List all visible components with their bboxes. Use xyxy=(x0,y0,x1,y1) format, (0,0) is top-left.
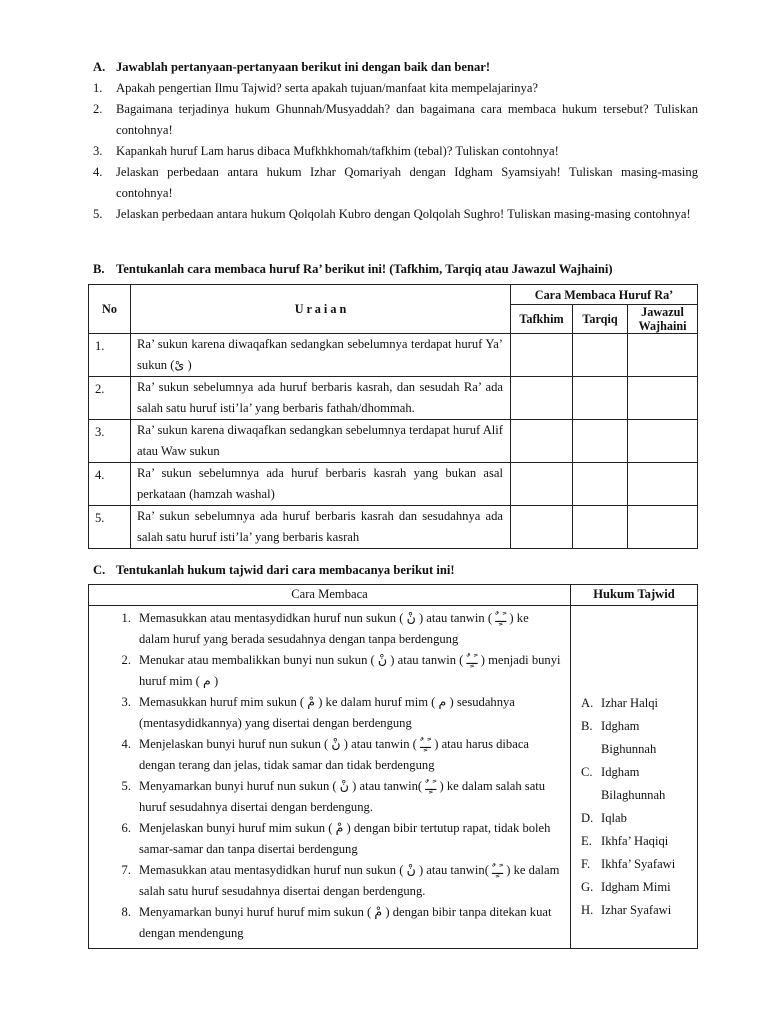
cell-jawazul[interactable] xyxy=(628,420,698,463)
question-item xyxy=(93,141,698,162)
list-item xyxy=(109,776,562,818)
item-text: Menyamarkan bunyi huruf huruf mim sukun ( مْ ) dengan bibir tanpa ditekan kuat dengan mendengung xyxy=(139,905,552,940)
row-uraian: Ra’ sukun sebelumnya ada huruf berbaris kasrah yang bukan asal perkataan (hamzah washal) xyxy=(131,463,511,506)
list-item xyxy=(109,902,562,944)
item-number: 2. xyxy=(121,653,131,667)
cell-tarqiq[interactable] xyxy=(573,334,628,377)
option-text: Izhar Halqi xyxy=(601,696,658,710)
item-text: Memasukkan huruf mim sukun ( مْ ) ke dalam huruf mim ( م ) sesudahnya (mentasydidkannya) yang disertai dengan berdengung xyxy=(139,695,515,730)
cell-jawazul[interactable] xyxy=(628,334,698,377)
item-number: 5. xyxy=(121,779,131,793)
option-item xyxy=(581,876,697,899)
row-uraian: Ra’ sukun karena diwaqafkan sedangkan sebelumnya terdapat huruf Alif atau Waw sukun xyxy=(131,420,511,463)
option-item xyxy=(581,853,697,876)
section-c-title xyxy=(93,560,703,581)
option-item xyxy=(581,692,697,715)
section-a-heading: Jawablah pertanyaan-pertanyaan berikut ini dengan baik dan benar! xyxy=(116,60,491,74)
question-text: Apakah pengertian Ilmu Tajwid? serta apakah tujuan/manfaat kita mempelajarinya? xyxy=(116,81,539,95)
question-number: 3. xyxy=(93,144,103,158)
question-text: Jelaskan perbedaan antara hukum Izhar Qomariyah dengan Idgham Syamsiyah! Tuliskan masing-masing contohnya! xyxy=(116,165,698,200)
row-uraian: Ra’ sukun sebelumnya ada huruf berbaris kasrah dan sesudahnya ada salah satu huruf isti’la’ yang berbaris kasrah xyxy=(131,506,511,549)
row-number: 1. xyxy=(89,334,131,377)
question-number: 1. xyxy=(93,81,103,95)
list-item xyxy=(109,650,562,692)
item-text: Menyamarkan bunyi huruf nun sukun ( نْ ) atau tanwin( ـًـٍـٌ ) ke dalam salah satu huruf sesudahnya disertai dengan berdengung. xyxy=(139,779,546,814)
option-label: F. xyxy=(581,857,591,871)
item-number: 8. xyxy=(121,905,131,919)
item-text: Menjelaskan bunyi huruf mim sukun ( مْ ) dengan bibir tertutup rapat, tidak boleh samar-samar dan tanpa disertai berdengung xyxy=(139,821,551,856)
option-text: Idgham Bilaghunnah xyxy=(601,765,666,802)
header-cara-membaca: Cara Membaca Huruf Ra’ xyxy=(511,285,698,305)
cell-jawazul[interactable] xyxy=(628,377,698,420)
row-number: 5. xyxy=(89,506,131,549)
item-text: Menukar atau membalikkan bunyi nun sukun ( نْ ) atau tanwin ( ـًـٍـٌ ) menjadi bunyi huruf mim ( م ) xyxy=(139,653,561,688)
question-text: Kapankah huruf Lam harus dibaca Mufkhkhomah/tafkhim (tebal)? Tuliskan contohnya! xyxy=(116,144,559,158)
cell-tafkhim[interactable] xyxy=(511,377,573,420)
table-row xyxy=(89,463,698,506)
cell-jawazul[interactable] xyxy=(628,506,698,549)
header-tarqiq: Tarqiq xyxy=(573,305,628,334)
option-text: Idgham Bighunnah xyxy=(601,719,657,756)
section-b-title xyxy=(93,259,703,280)
section-a-questions xyxy=(93,78,698,225)
option-text: Izhar Syafawi xyxy=(601,903,672,917)
option-text: Ikhfa’ Haqiqi xyxy=(601,834,669,848)
hukum-tajwid-options xyxy=(571,606,698,949)
list-item xyxy=(109,692,562,734)
option-item xyxy=(581,899,697,922)
option-label: G. xyxy=(581,880,594,894)
cell-tarqiq[interactable] xyxy=(573,377,628,420)
table-row xyxy=(89,377,698,420)
cell-tarqiq[interactable] xyxy=(573,506,628,549)
cell-tafkhim[interactable] xyxy=(511,506,573,549)
header-cara-membaca: Cara Membaca xyxy=(89,585,571,606)
table-row xyxy=(89,334,698,377)
cell-tarqiq[interactable] xyxy=(573,420,628,463)
cell-jawazul[interactable] xyxy=(628,463,698,506)
cell-tafkhim[interactable] xyxy=(511,334,573,377)
section-c-heading: Tentukanlah hukum tajwid dari cara membacanya berikut ini! xyxy=(116,563,455,577)
option-label: B. xyxy=(581,719,593,733)
question-number: 4. xyxy=(93,165,103,179)
list-item xyxy=(109,860,562,902)
item-text: Memasukkan atau mentasydidkan huruf nun sukun ( نْ ) atau tanwin( ـًـٍـٌ ) ke dalam salah satu huruf sesudahnya disertai dengan berdengung. xyxy=(139,863,560,898)
header-tafkhim: Tafkhim xyxy=(511,305,573,334)
table-row xyxy=(89,420,698,463)
option-item xyxy=(581,761,697,807)
option-text: Iqlab xyxy=(601,811,627,825)
cell-tafkhim[interactable] xyxy=(511,463,573,506)
list-item xyxy=(109,818,562,860)
option-item xyxy=(581,715,697,761)
question-number: 5. xyxy=(93,207,103,221)
cell-tafkhim[interactable] xyxy=(511,420,573,463)
question-text: Bagaimana terjadinya hukum Ghunnah/Musyaddah? dan bagaimana cara membaca hukum tersebut? Tuliskan contohnya! xyxy=(116,102,698,137)
section-a-title xyxy=(93,57,703,78)
option-text: Ikhfa’ Syafawi xyxy=(601,857,676,871)
row-number: 4. xyxy=(89,463,131,506)
row-number: 2. xyxy=(89,377,131,420)
row-uraian: Ra’ sukun karena diwaqafkan sedangkan sebelumnya terdapat huruf Ya’ sukun (ىْ ) xyxy=(131,334,511,377)
header-uraian: U r a i a n xyxy=(131,285,511,334)
question-item xyxy=(93,204,698,225)
item-number: 7. xyxy=(121,863,131,877)
item-number: 6. xyxy=(121,821,131,835)
tajwid-rules-table xyxy=(88,584,698,949)
table-row xyxy=(89,506,698,549)
header-jawazul: Jawazul Wajhaini xyxy=(628,305,698,334)
ra-reading-table xyxy=(88,284,698,549)
item-number: 4. xyxy=(121,737,131,751)
item-number: 1. xyxy=(121,611,131,625)
list-item xyxy=(109,608,562,650)
option-label: H. xyxy=(581,903,594,917)
item-number: 3. xyxy=(121,695,131,709)
item-text: Menjelaskan bunyi huruf nun sukun ( نْ ) atau tanwin ( ـًـٍـٌ ) atau harus dibaca dengan terang dan jelas, tidak samar dan tidak berdengung xyxy=(139,737,529,772)
question-text: Jelaskan perbedaan antara hukum Qolqolah Kubro dengan Qolqolah Sughro! Tuliskan masing-masing contohnya! xyxy=(116,207,691,221)
section-a-label: A. xyxy=(93,60,106,74)
list-item xyxy=(109,734,562,776)
option-label: E. xyxy=(581,834,592,848)
option-item xyxy=(581,807,697,830)
section-b-label: B. xyxy=(93,262,105,276)
question-item xyxy=(93,99,698,141)
question-item xyxy=(93,162,698,204)
option-label: A. xyxy=(581,696,594,710)
section-b-heading: Tentukanlah cara membaca huruf Ra’ berikut ini! (Tafkhim, Tarqiq atau Jawazul Wajhaini) xyxy=(116,262,613,276)
header-hukum-tajwid: Hukum Tajwid xyxy=(571,585,698,606)
row-uraian: Ra’ sukun sebelumnya ada huruf berbaris kasrah, dan sesudah Ra’ ada salah satu huruf isti’la’ yang berbaris fathah/dhommah. xyxy=(131,377,511,420)
question-number: 2. xyxy=(93,102,103,116)
row-number: 3. xyxy=(89,420,131,463)
option-label: C. xyxy=(581,765,593,779)
cara-membaca-list xyxy=(89,606,571,949)
cell-tarqiq[interactable] xyxy=(573,463,628,506)
question-item xyxy=(93,78,698,99)
section-c-label: C. xyxy=(93,563,106,577)
item-text: Memasukkan atau mentasydidkan huruf nun sukun ( نْ ) atau tanwin ( ـًـٍـٌ ) ke dalam huruf yang berada sesudahnya dengan tanpa berdengung xyxy=(139,611,529,646)
option-text: Idgham Mimi xyxy=(601,880,671,894)
header-no: No xyxy=(89,285,131,334)
option-item xyxy=(581,830,697,853)
option-label: D. xyxy=(581,811,594,825)
